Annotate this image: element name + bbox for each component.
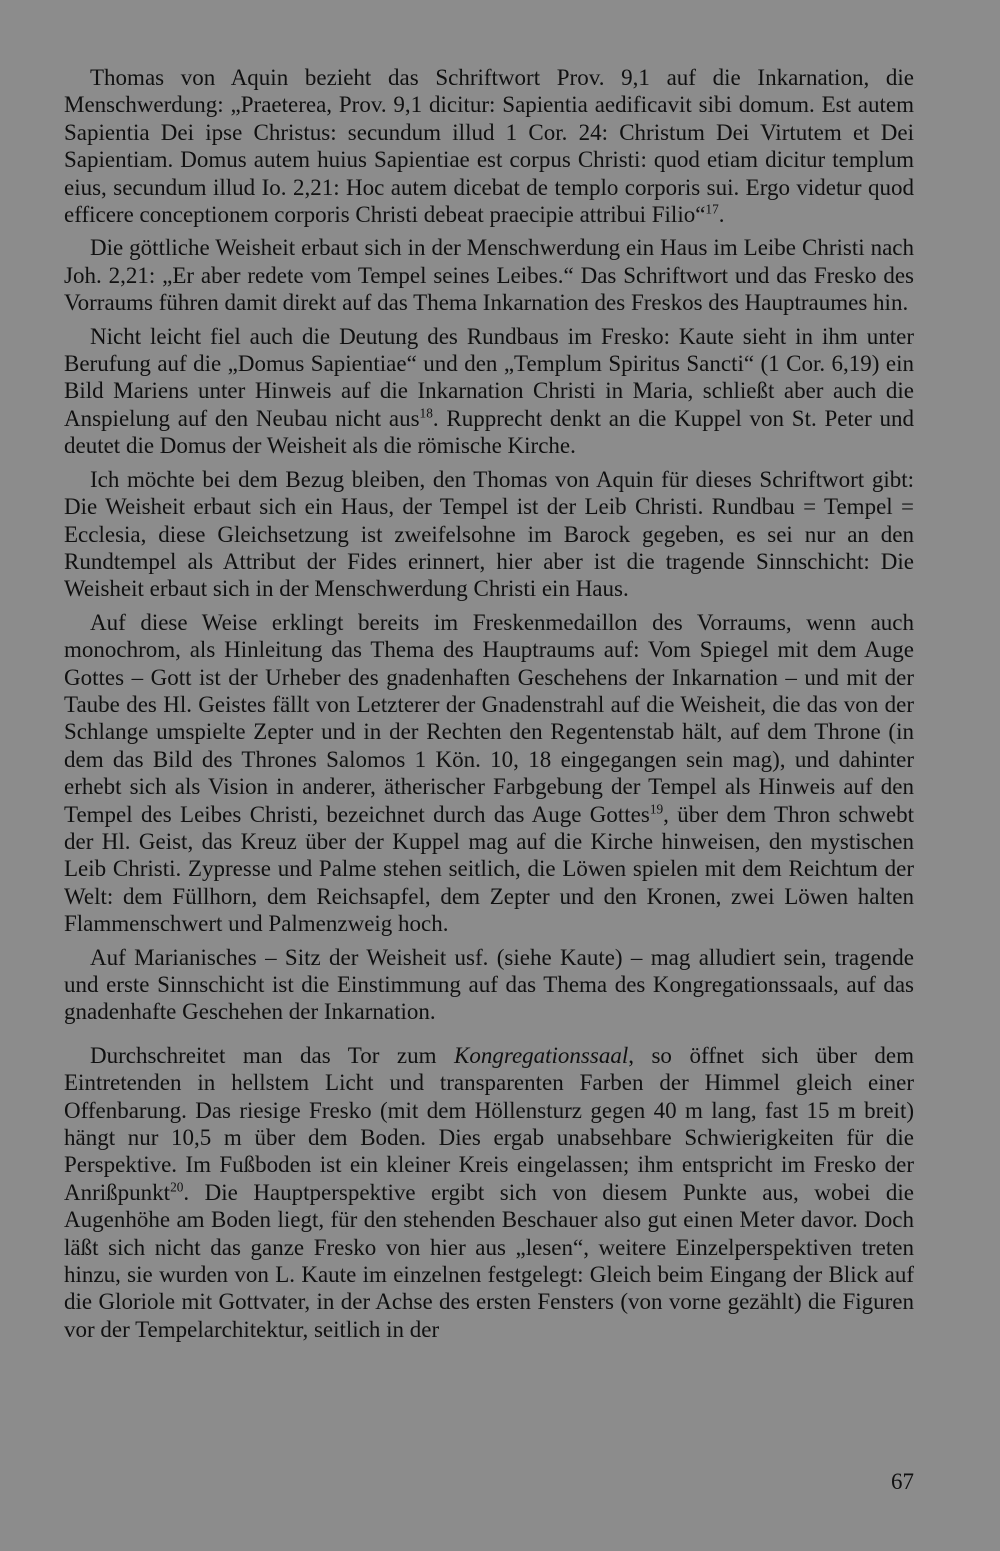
paragraph-6-text: Auf Marianisches – Sitz der Weisheit usf. (siehe Kaute) – mag alludiert sein, tragende und erste Sinnschicht ist die Einstimmung auf das Thema des Kongregationssaals, auf das gnadenhafte Geschehen der Inkarnation. (64, 944, 914, 1025)
footnote-ref-17: 17 (705, 201, 719, 217)
paragraph-7 (64, 1042, 914, 1343)
paragraph-5 (64, 609, 914, 938)
paragraph-2 (64, 234, 914, 316)
paragraph-3 (64, 323, 914, 460)
paragraph-3-text: Nicht leicht fiel auch die Deutung des Rundbaus im Fresko: Kaute sieht in ihm unter Berufung auf die „Domus Sapientiae“ und den „Templum Spiritus Sancti“ (1 Cor. 6,19) ein Bild Mariens unter Hinweis auf die Inkarnation Christi in Maria, schließt aber auch die Anspielung auf den Neubau nicht aus (64, 323, 914, 431)
paragraph-3-end: . Rupprecht denkt an die Kuppel von St. Peter und deutet die Domus der Weisheit als die römische Kirche. (64, 405, 914, 459)
paragraph-2-text: Die göttliche Weisheit erbaut sich in der Menschwerdung ein Haus im Leibe Christi nach Joh. 2,21: „Er aber redete vom Tempel seines Leibes.“ Das Schriftwort und das Fresko des Vorraums führen damit direkt auf das Thema Inkarnation des Freskos des Hauptraumes hin. (64, 235, 914, 316)
paragraph-7-middle: , so öffnet sich über dem Eintretenden in hellstem Licht und transparenten Farben der Himmel gleich einer Offenbarung. Das riesige Fresko (mit dem Höllensturz gegen 40 m lang, fast 15 m breit) hängt nur 10,5 m über dem Boden. Dies ergab unabsehbare Schwierigkeiten für die Perspektive. Im Fußboden ist ein kleiner Kreis eingelassen; ihm entspricht im Fresko der Anrißpunkt (64, 1042, 914, 1205)
paragraph-6 (64, 944, 914, 1026)
paragraph-4 (64, 466, 914, 603)
footnote-ref-18: 18 (419, 405, 433, 421)
paragraph-4-text: Ich möchte bei dem Bezug bleiben, den Thomas von Aquin für dieses Schriftwort gibt: Die Weisheit erbaut sich ein Haus, der Tempel ist der Leib Christi. Rundbau = Tempel = Ecclesia, diese Gleichsetzung ist zweifelsohne im Barock gegeben, es sei nur an den Rundtempel als Attribut der Fides erinnert, hier aber ist die tragende Sinnschicht: Die Weisheit erbaut sich in der Menschwerdung Christi ein Haus. (64, 466, 914, 602)
paragraph-7-end: . Die Hauptperspektive ergibt sich von diesem Punkte aus, wobei die Augenhöhe am Boden liegt, für den stehenden Beschauer also gut einen Meter davor. Doch läßt sich nicht das ganze Fresko von hier aus „lesen“, weitere Einzelperspektiven treten hinzu, sie wurden von L. Kaute im einzelnen festgelegt: Gleich beim Eingang der Blick auf die Gloriole mit Gottvater, in der Achse des ersten Fensters (von vorne gezählt) die Figuren vor der Tempelarchitektur, seitlich in der (64, 1179, 914, 1342)
footnote-ref-20: 20 (170, 1179, 184, 1195)
paragraph-7-text: Durchschreitet man das Tor zum (90, 1042, 454, 1068)
italic-kongregationssaal: Kongregationssaal (454, 1042, 629, 1068)
page-body (64, 64, 914, 1464)
paragraph-1 (64, 64, 914, 228)
page-number: 67 (891, 1469, 914, 1494)
paragraph-5-text: Auf diese Weise erklingt bereits im Freskenmedaillon des Vorraums, wenn auch monochrom, als Hinleitung das Thema des Hauptraums auf: Vom Spiegel mit dem Auge Gottes – Gott ist der Urheber des gnadenhaften Geschehens der Inkarnation – und mit der Taube des Hl. Geistes fällt von Letzterer der Gnadenstrahl auf die Weisheit, die das von der Schlange umspielte Zepter und in der Rechten den Regentenstab hält, auf dem Throne (in dem das Bild des Thrones Salomos 1 Kön. 10, 18 eingegangen sein mag), und dahinter erhebt sich als Vision in anderer, ätherischer Farbgebung der Tempel als Hinweis auf den Tempel des Leibes Christi, bezeichnet durch das Auge Gottes (64, 609, 914, 827)
paragraph-1-text: Thomas von Aquin bezieht das Schriftwort Prov. 9,1 auf die Inkarnation, die Menschwerdung: „Praeterea, Prov. 9,1 dicitur: Sapientia aedificavit sibi domum. Est autem Sapientia Dei ipse Christus: secundum illud 1 Cor. 24: Christum Dei Virtutem et Dei Sapientiam. Domus autem huius Sapientiae est corpus Christi: quod etiam dicitur templum eius, secundum illud Io. 2,21: Hoc autem dicebat de templo corporis sui. Ergo videtur quod efficere conceptionem corporis Christi debeat praecipie attribui Filio“ (64, 65, 914, 228)
paragraph-1-end: . (718, 202, 725, 228)
footnote-ref-19: 19 (649, 801, 664, 817)
paragraph-5-end: , über dem Thron schwebt der Hl. Geist, das Kreuz über der Kuppel mag auf die Kirche hinweisen, den mystischen Leib Christi. Zypresse und Palme stehen seitlich, die Löwen spielen mit dem Reichtum der Welt: dem Füllhorn, dem Reichsapfel, dem Zepter und den Kronen, zwei Löwen halten Flammenschwert und Palmenzweig hoch. (64, 801, 914, 937)
